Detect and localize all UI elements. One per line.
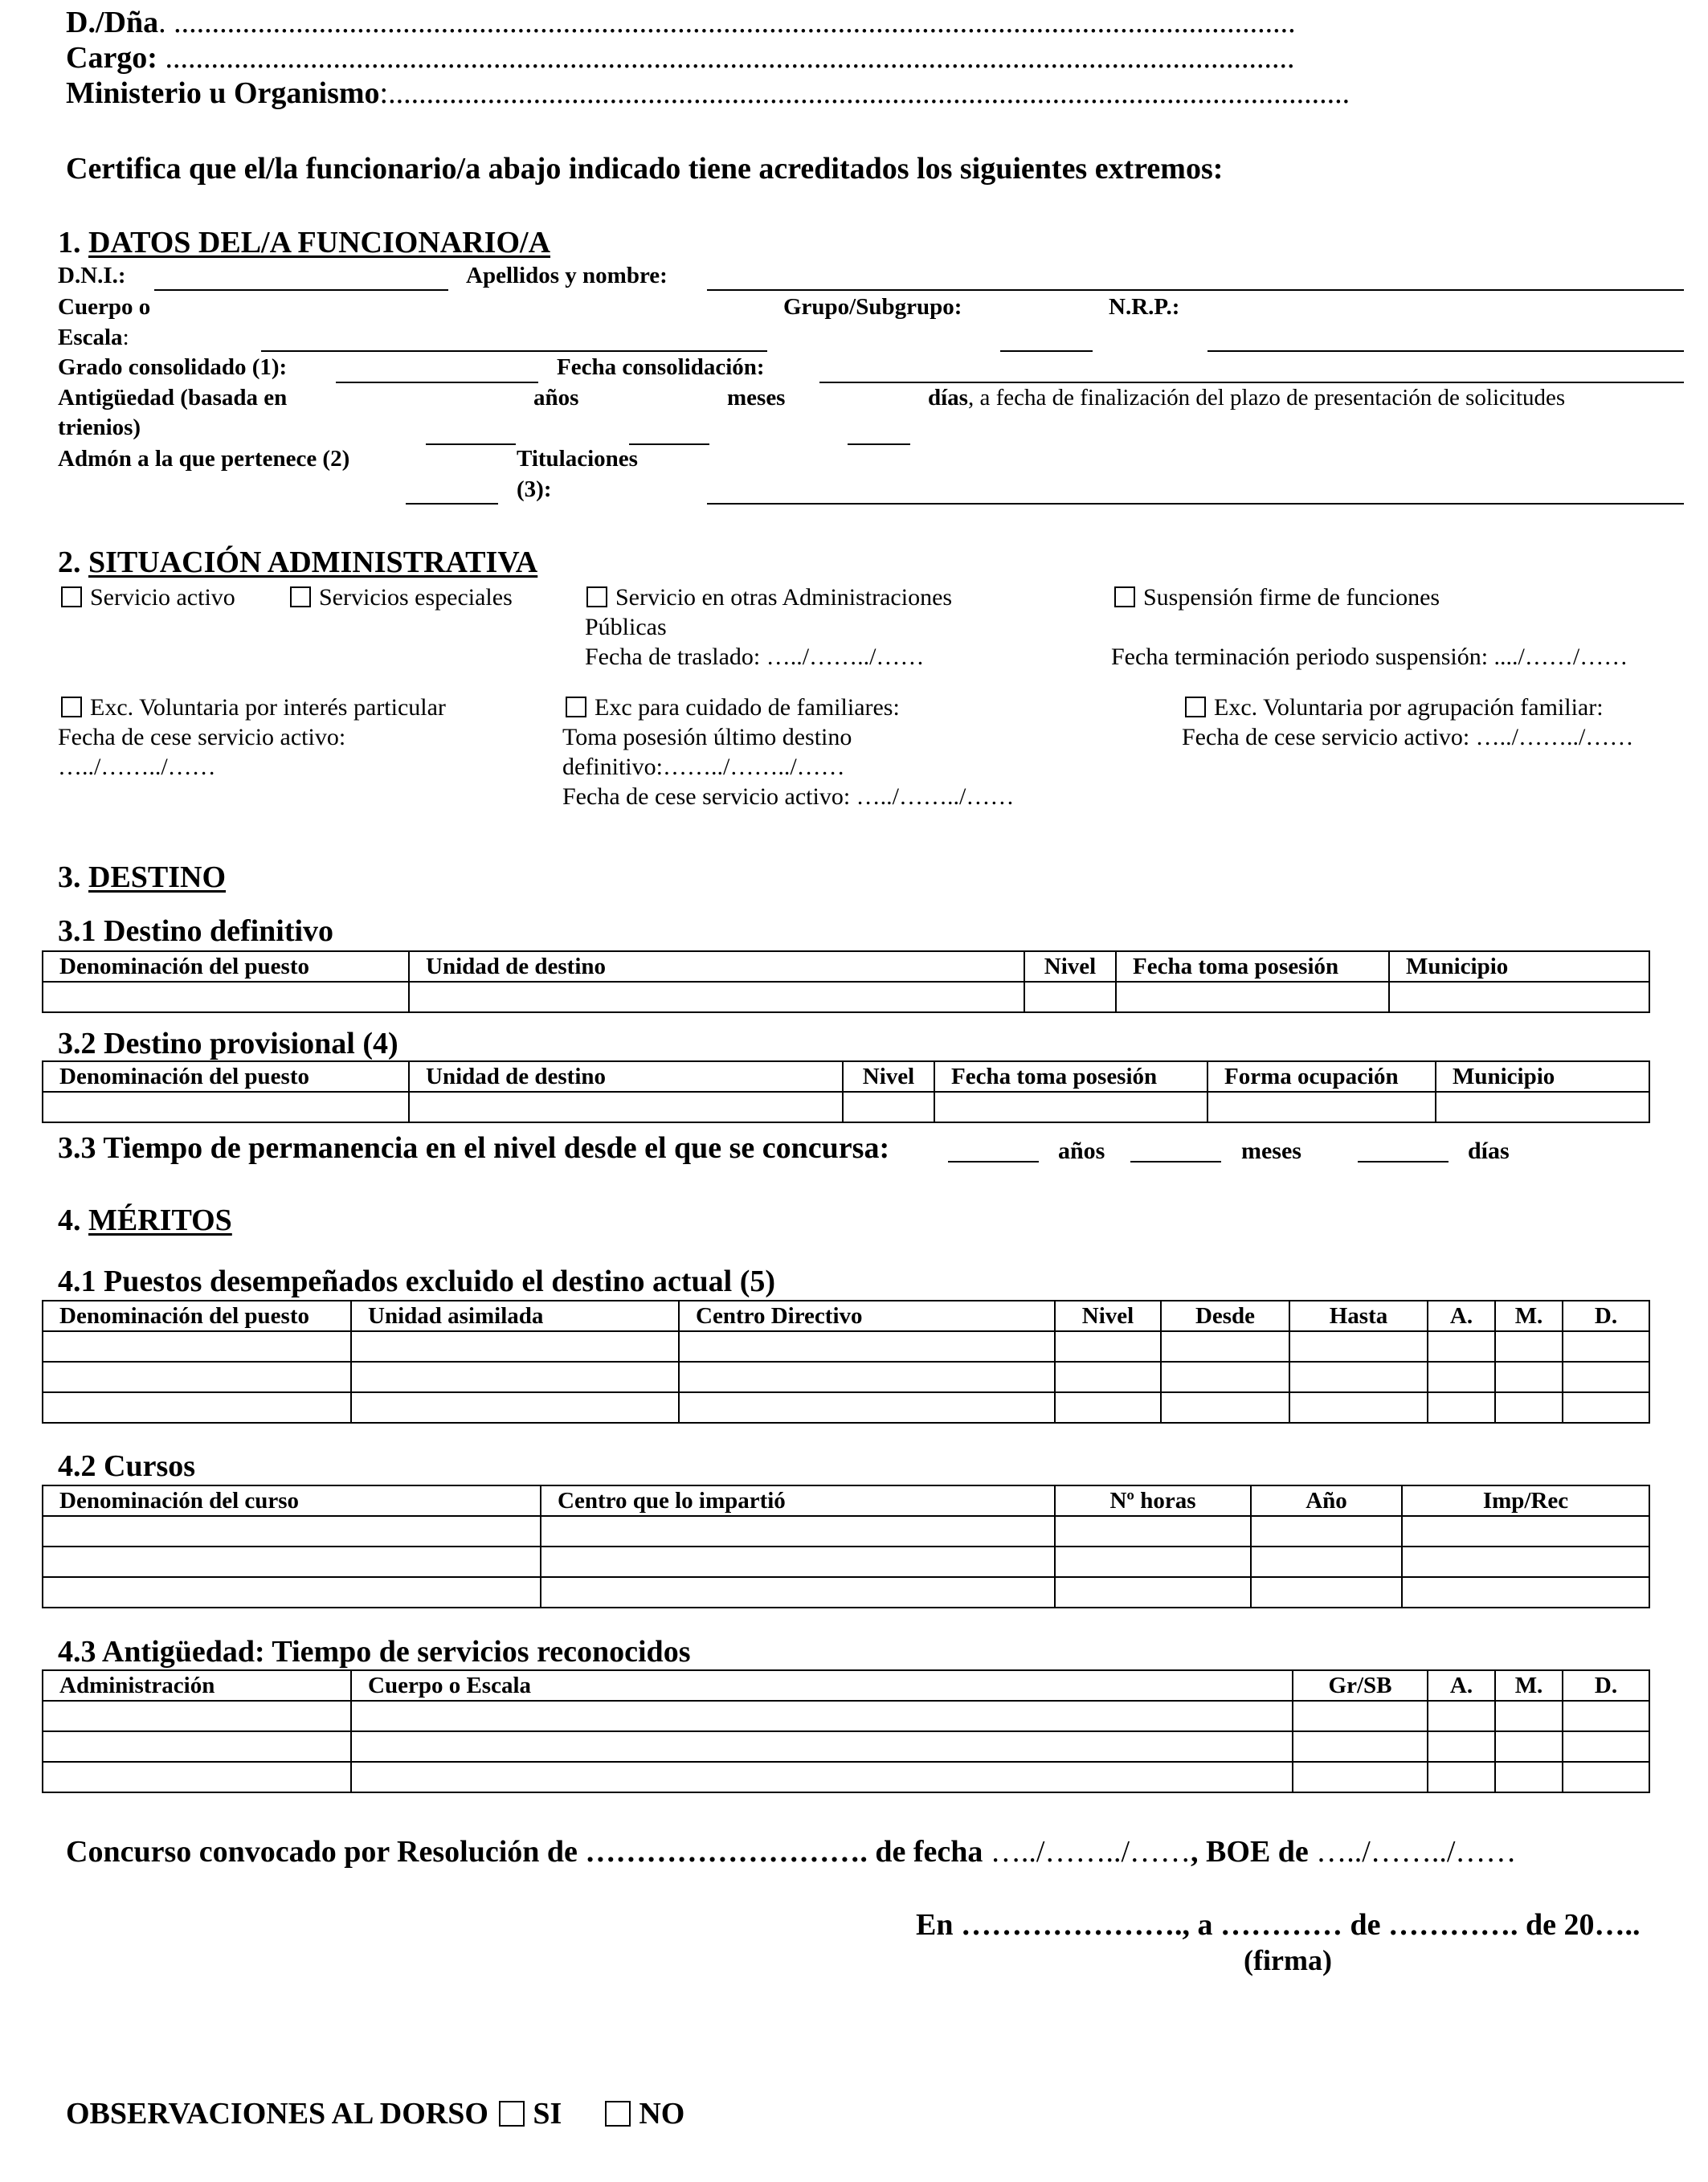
table-cell[interactable] — [43, 1331, 351, 1362]
antiguedad-label-1: Antigüedad (basada en — [58, 385, 288, 411]
admon-field[interactable] — [406, 503, 498, 505]
table-cell[interactable] — [1428, 1701, 1495, 1731]
concurso-text: Concurso convocado por Resolución de ………………………. de fecha — [66, 1835, 983, 1869]
table-cell[interactable] — [1563, 1701, 1649, 1731]
table-cell[interactable] — [43, 1762, 351, 1792]
table-cell[interactable] — [43, 1547, 541, 1577]
table-row — [43, 1547, 1649, 1577]
table-header-row — [43, 1485, 1649, 1516]
table-row — [43, 1092, 1649, 1122]
table-cell[interactable] — [43, 1577, 541, 1608]
section4-number: 4. — [58, 1203, 88, 1237]
grupo-label: Grupo/Subgrupo: — [783, 294, 962, 320]
table-cell[interactable] — [351, 1731, 1293, 1762]
si-checkbox[interactable] — [499, 2101, 525, 2127]
table-row — [43, 1701, 1649, 1731]
table-cell[interactable] — [1055, 1577, 1251, 1608]
table-cell[interactable] — [1055, 1362, 1161, 1392]
header-cell: Denominación del curso — [43, 1485, 541, 1516]
antiguedad-label-2: trienios) — [58, 415, 141, 440]
table-cell[interactable] — [351, 1392, 679, 1423]
dni-field[interactable] — [154, 289, 448, 291]
concurso-boe-label: , BOE de — [1191, 1835, 1309, 1869]
section3-heading — [58, 860, 226, 895]
header-cell: Gr/SB — [1293, 1670, 1428, 1701]
header-cell: Administración — [43, 1670, 351, 1701]
table-cell[interactable] — [351, 1362, 679, 1392]
header-cell: Fecha toma posesión — [1116, 951, 1389, 982]
grupo-field[interactable] — [1000, 350, 1093, 352]
table-cell[interactable] — [1495, 1362, 1563, 1392]
table-cell[interactable] — [1161, 1331, 1289, 1362]
section1-title: DATOS DEL/A FUNCIONARIO/A — [88, 226, 551, 259]
header-cell: Unidad de destino — [409, 951, 1024, 982]
fecha-consolidacion-label: Fecha consolidación: — [557, 354, 765, 380]
header-cell: Centro Directivo — [679, 1301, 1055, 1331]
servicios-especiales-option[interactable] — [290, 584, 513, 611]
table-cell[interactable] — [1289, 1331, 1428, 1362]
table-cell[interactable] — [679, 1392, 1055, 1423]
exc-voluntaria-option[interactable] — [61, 694, 446, 721]
dna-label: D./Dña — [66, 6, 159, 39]
cuerpo-field[interactable] — [261, 350, 767, 352]
antiguedad-anos-label: años — [533, 385, 579, 411]
destino-definitivo-table — [42, 950, 1650, 1013]
permanencia-meses-label: meses — [1241, 1138, 1301, 1164]
servicios-especiales-text: Servicios especiales — [319, 584, 513, 611]
antiguedad-dias-rest: , a fecha de finalización del plazo de presentación de solicitudes — [967, 385, 1566, 411]
destino-provisional-heading: 3.2 Destino provisional (4) — [58, 1027, 398, 1060]
table-cell[interactable] — [1389, 982, 1649, 1012]
table-row — [43, 1731, 1649, 1762]
section2-title: SITUACIÓN ADMINISTRATIVA — [88, 546, 538, 579]
header-cell: Municipio — [1436, 1061, 1649, 1092]
table-cell[interactable] — [43, 982, 409, 1012]
fecha-cese-1-label: Fecha de cese servicio activo: — [58, 724, 346, 750]
section3-title: DESTINO — [88, 860, 227, 894]
header-cell: Desde — [1161, 1301, 1289, 1331]
header-cell: A. — [1428, 1301, 1495, 1331]
table-cell[interactable] — [1428, 1392, 1495, 1423]
observaciones-text: OBSERVACIONES AL DORSO — [66, 2097, 488, 2131]
exc-cuidado-text: Exc para cuidado de familiares: — [595, 694, 900, 721]
fecha-traslado[interactable]: Fecha de traslado: …../……../…… — [585, 644, 925, 670]
header-cell: Denominación del puesto — [43, 1301, 351, 1331]
header-cell: M. — [1495, 1301, 1563, 1331]
puestos-heading: 4.1 Puestos desempeñados excluido el destino actual (5) — [58, 1265, 775, 1298]
table-cell[interactable] — [351, 1701, 1293, 1731]
antiguedad-dias-text: días — [928, 385, 968, 411]
table-row — [43, 1392, 1649, 1423]
table-cell[interactable] — [541, 1577, 1055, 1608]
certifica-text: Certifica que el/la funcionario/a abajo indicado tiene acreditados los siguientes extremos: — [66, 152, 1224, 186]
concurso-line — [66, 1834, 1516, 1869]
table-cell[interactable] — [1207, 1092, 1436, 1122]
table-cell[interactable] — [541, 1547, 1055, 1577]
destino-definitivo-heading: 3.1 Destino definitivo — [58, 914, 334, 948]
permanencia-anos-field[interactable] — [948, 1161, 1039, 1163]
exc-voluntaria-checkbox[interactable] — [61, 697, 82, 717]
dni-label: D.N.I.: — [58, 263, 126, 288]
exc-cuidado-option[interactable] — [566, 694, 900, 721]
cargo-label: Cargo: — [66, 41, 157, 75]
table-cell[interactable] — [1251, 1577, 1402, 1608]
table-cell[interactable] — [1428, 1331, 1495, 1362]
header-cell: Unidad asimilada — [351, 1301, 679, 1331]
exc-agrupacion-checkbox[interactable] — [1185, 697, 1206, 717]
table-cell[interactable] — [1428, 1762, 1495, 1792]
table-cell[interactable] — [1251, 1516, 1402, 1547]
suspension-option[interactable] — [1114, 584, 1440, 611]
table-cell[interactable] — [1495, 1392, 1563, 1423]
table-cell[interactable] — [934, 1092, 1207, 1122]
antiguedad-meses-label: meses — [727, 385, 786, 411]
header-cell: Unidad de destino — [409, 1061, 843, 1092]
cursos-heading: 4.2 Cursos — [58, 1449, 196, 1483]
table-cell[interactable] — [409, 1092, 843, 1122]
suspension-text: Suspensión firme de funciones — [1143, 584, 1440, 611]
tiempo-permanencia-label: 3.3 Tiempo de permanencia en el nivel desde el que se concursa: — [58, 1131, 890, 1165]
apellidos-field[interactable] — [707, 289, 1684, 291]
otras-admin-option[interactable] — [586, 584, 952, 611]
apellidos-label: Apellidos y nombre: — [466, 263, 668, 288]
exc-agrupacion-text: Exc. Voluntaria por agrupación familiar: — [1214, 694, 1604, 721]
cuerpo-label-2 — [58, 325, 129, 351]
table-row — [43, 1331, 1649, 1362]
exc-voluntaria-text: Exc. Voluntaria por interés particular — [90, 694, 446, 721]
table-cell[interactable] — [43, 1731, 351, 1762]
header-cell: A. — [1428, 1670, 1495, 1701]
admon-label: Admón a la que pertenece (2) — [58, 446, 350, 472]
titulaciones-label-1: Titulaciones — [517, 446, 638, 472]
observaciones-line — [66, 2096, 684, 2131]
header-cell: D. — [1563, 1301, 1649, 1331]
table-cell[interactable] — [1495, 1762, 1563, 1792]
table-cell[interactable] — [541, 1516, 1055, 1547]
section1-number: 1. — [58, 226, 88, 259]
section2-number: 2. — [58, 546, 88, 579]
cargo-line — [66, 40, 1294, 76]
table-cell[interactable] — [679, 1331, 1055, 1362]
lugar-fecha-line[interactable]: En …………………., a ………… de …………. de 20….. — [916, 1908, 1641, 1942]
header-cell: Hasta — [1289, 1301, 1428, 1331]
table-cell[interactable] — [43, 1092, 409, 1122]
header-cell: Forma ocupación — [1207, 1061, 1436, 1092]
table-row — [43, 1362, 1649, 1392]
table-cell[interactable] — [1563, 1731, 1649, 1762]
toma-posesion-field[interactable]: definitivo:……../……../…… — [562, 754, 845, 780]
fecha-cese-1-field[interactable]: …../……../…… — [58, 754, 216, 780]
table-cell[interactable] — [1289, 1362, 1428, 1392]
header-cell: D. — [1563, 1670, 1649, 1701]
fecha-cese-2-field[interactable]: Fecha de cese servicio activo: …../……../…… — [562, 783, 1015, 810]
table-cell[interactable] — [1024, 982, 1116, 1012]
table-cell[interactable] — [1251, 1547, 1402, 1577]
table-cell[interactable] — [1055, 1392, 1161, 1423]
header-cell: Año — [1251, 1485, 1402, 1516]
servicios-especiales-checkbox[interactable] — [290, 586, 311, 607]
table-cell[interactable] — [1055, 1547, 1251, 1577]
table-cell[interactable] — [1428, 1362, 1495, 1392]
table-cell[interactable] — [1402, 1577, 1649, 1608]
table-cell[interactable] — [1402, 1516, 1649, 1547]
table-cell[interactable] — [679, 1362, 1055, 1392]
otras-admin-text-2: Públicas — [585, 614, 667, 640]
cuerpo-label-2-text: Escala — [58, 325, 123, 350]
table-cell[interactable] — [1495, 1731, 1563, 1762]
table-cell[interactable] — [409, 982, 1024, 1012]
nrp-label: N.R.P.: — [1109, 294, 1180, 320]
servicio-activo-option[interactable] — [61, 584, 235, 611]
exc-agrupacion-option[interactable] — [1185, 694, 1604, 721]
dna-line — [66, 5, 1296, 40]
ministerio-label: Ministerio u Organismo — [66, 76, 380, 110]
table-cell[interactable] — [1055, 1331, 1161, 1362]
table-cell[interactable] — [1293, 1701, 1428, 1731]
section2-heading — [58, 545, 537, 580]
table-cell[interactable] — [351, 1331, 679, 1362]
table-cell[interactable] — [1563, 1331, 1649, 1362]
concurso-boe-fecha[interactable]: …../……../…… — [1308, 1835, 1517, 1869]
no-label: NO — [639, 2097, 685, 2131]
cursos-table — [42, 1485, 1650, 1608]
table-cell[interactable] — [1563, 1392, 1649, 1423]
header-cell: Fecha toma posesión — [934, 1061, 1207, 1092]
antiguedad-dias-field[interactable] — [848, 443, 910, 445]
si-label: SI — [533, 2097, 562, 2131]
grado-label: Grado consolidado (1): — [58, 354, 288, 380]
nrp-field[interactable] — [1207, 350, 1684, 352]
table-cell[interactable] — [843, 1092, 934, 1122]
header-cell: Denominación del puesto — [43, 1061, 409, 1092]
header-cell: Nº horas — [1055, 1485, 1251, 1516]
grado-field[interactable] — [336, 382, 538, 383]
titulaciones-field[interactable] — [707, 503, 1684, 505]
section4-title: MÉRITOS — [88, 1203, 232, 1237]
table-cell[interactable] — [1436, 1092, 1649, 1122]
no-checkbox[interactable] — [605, 2101, 631, 2127]
cuerpo-label-1: Cuerpo o — [58, 294, 151, 320]
permanencia-meses-field[interactable] — [1130, 1161, 1221, 1163]
dna-dots[interactable]: . ................................................................................................................................................... — [158, 6, 1296, 39]
permanencia-dias-label: días — [1468, 1138, 1510, 1164]
table-header-row — [43, 1061, 1649, 1092]
antiguedad-anos-field[interactable] — [426, 443, 516, 445]
table-cell[interactable] — [1161, 1392, 1289, 1423]
section4-heading — [58, 1203, 232, 1238]
table-cell[interactable] — [1495, 1331, 1563, 1362]
table-row — [43, 982, 1649, 1012]
table-cell[interactable] — [1289, 1392, 1428, 1423]
header-cell: Imp/Rec — [1402, 1485, 1649, 1516]
table-row — [43, 1516, 1649, 1547]
ministerio-line — [66, 76, 1350, 111]
table-cell[interactable] — [1563, 1762, 1649, 1792]
table-cell[interactable] — [1293, 1731, 1428, 1762]
table-cell[interactable] — [43, 1516, 541, 1547]
table-header-row — [43, 951, 1649, 982]
otras-admin-text: Servicio en otras Administraciones — [615, 584, 953, 611]
header-cell: M. — [1495, 1670, 1563, 1701]
servicio-activo-text: Servicio activo — [90, 584, 235, 611]
header-cell: Nivel — [1024, 951, 1116, 982]
table-cell[interactable] — [351, 1762, 1293, 1792]
header-cell: Denominación del puesto — [43, 951, 409, 982]
table-cell[interactable] — [1055, 1516, 1251, 1547]
table-cell[interactable] — [1402, 1547, 1649, 1577]
otras-admin-checkbox[interactable] — [586, 586, 607, 607]
table-header-row — [43, 1670, 1649, 1701]
header-cell: Municipio — [1389, 951, 1649, 982]
permanencia-dias-field[interactable] — [1358, 1161, 1449, 1163]
suspension-checkbox[interactable] — [1114, 586, 1135, 607]
firma-label: (firma) — [1244, 1944, 1332, 1976]
antiguedad-meses-field[interactable] — [629, 443, 709, 445]
section1-heading — [58, 225, 550, 260]
table-cell[interactable] — [1161, 1362, 1289, 1392]
antiguedad-table — [42, 1669, 1650, 1793]
toma-posesion-label: Toma posesión último destino — [562, 724, 852, 750]
table-cell[interactable] — [1293, 1762, 1428, 1792]
table-header-row — [43, 1301, 1649, 1331]
table-cell[interactable] — [1563, 1362, 1649, 1392]
table-cell[interactable] — [1495, 1701, 1563, 1731]
table-row — [43, 1762, 1649, 1792]
table-cell[interactable] — [43, 1362, 351, 1392]
titulaciones-label-2: (3): — [517, 476, 552, 502]
section3-number: 3. — [58, 860, 88, 894]
fecha-cese-3-field[interactable]: Fecha de cese servicio activo: …../……../…… — [1182, 724, 1634, 750]
permanencia-anos-label: años — [1058, 1138, 1105, 1164]
destino-provisional-table — [42, 1060, 1650, 1123]
table-cell[interactable] — [43, 1392, 351, 1423]
exc-cuidado-checkbox[interactable] — [566, 697, 586, 717]
header-cell: Nivel — [1055, 1301, 1161, 1331]
table-cell[interactable] — [43, 1701, 351, 1731]
cargo-dots[interactable]: .................................................................................................................................................... — [157, 41, 1295, 75]
header-cell: Nivel — [843, 1061, 934, 1092]
antiguedad-dias-label — [928, 385, 1565, 411]
ministerio-dots[interactable]: :.............................................................................................................................. — [379, 76, 1350, 110]
fecha-consolidacion-field[interactable] — [819, 382, 1684, 383]
table-row — [43, 1577, 1649, 1608]
header-cell: Centro que lo impartió — [541, 1485, 1055, 1516]
table-cell[interactable] — [1428, 1731, 1495, 1762]
concurso-fecha[interactable]: …../……../…… — [983, 1835, 1191, 1869]
antiguedad-heading: 4.3 Antigüedad: Tiempo de servicios reconocidos — [58, 1635, 691, 1669]
cuerpo-label-2-colon: : — [122, 325, 129, 350]
fecha-suspension[interactable]: Fecha terminación periodo suspensión: ..../……/…… — [1111, 644, 1628, 670]
servicio-activo-checkbox[interactable] — [61, 586, 82, 607]
puestos-table — [42, 1300, 1650, 1424]
header-cell: Cuerpo o Escala — [351, 1670, 1293, 1701]
table-cell[interactable] — [1116, 982, 1389, 1012]
